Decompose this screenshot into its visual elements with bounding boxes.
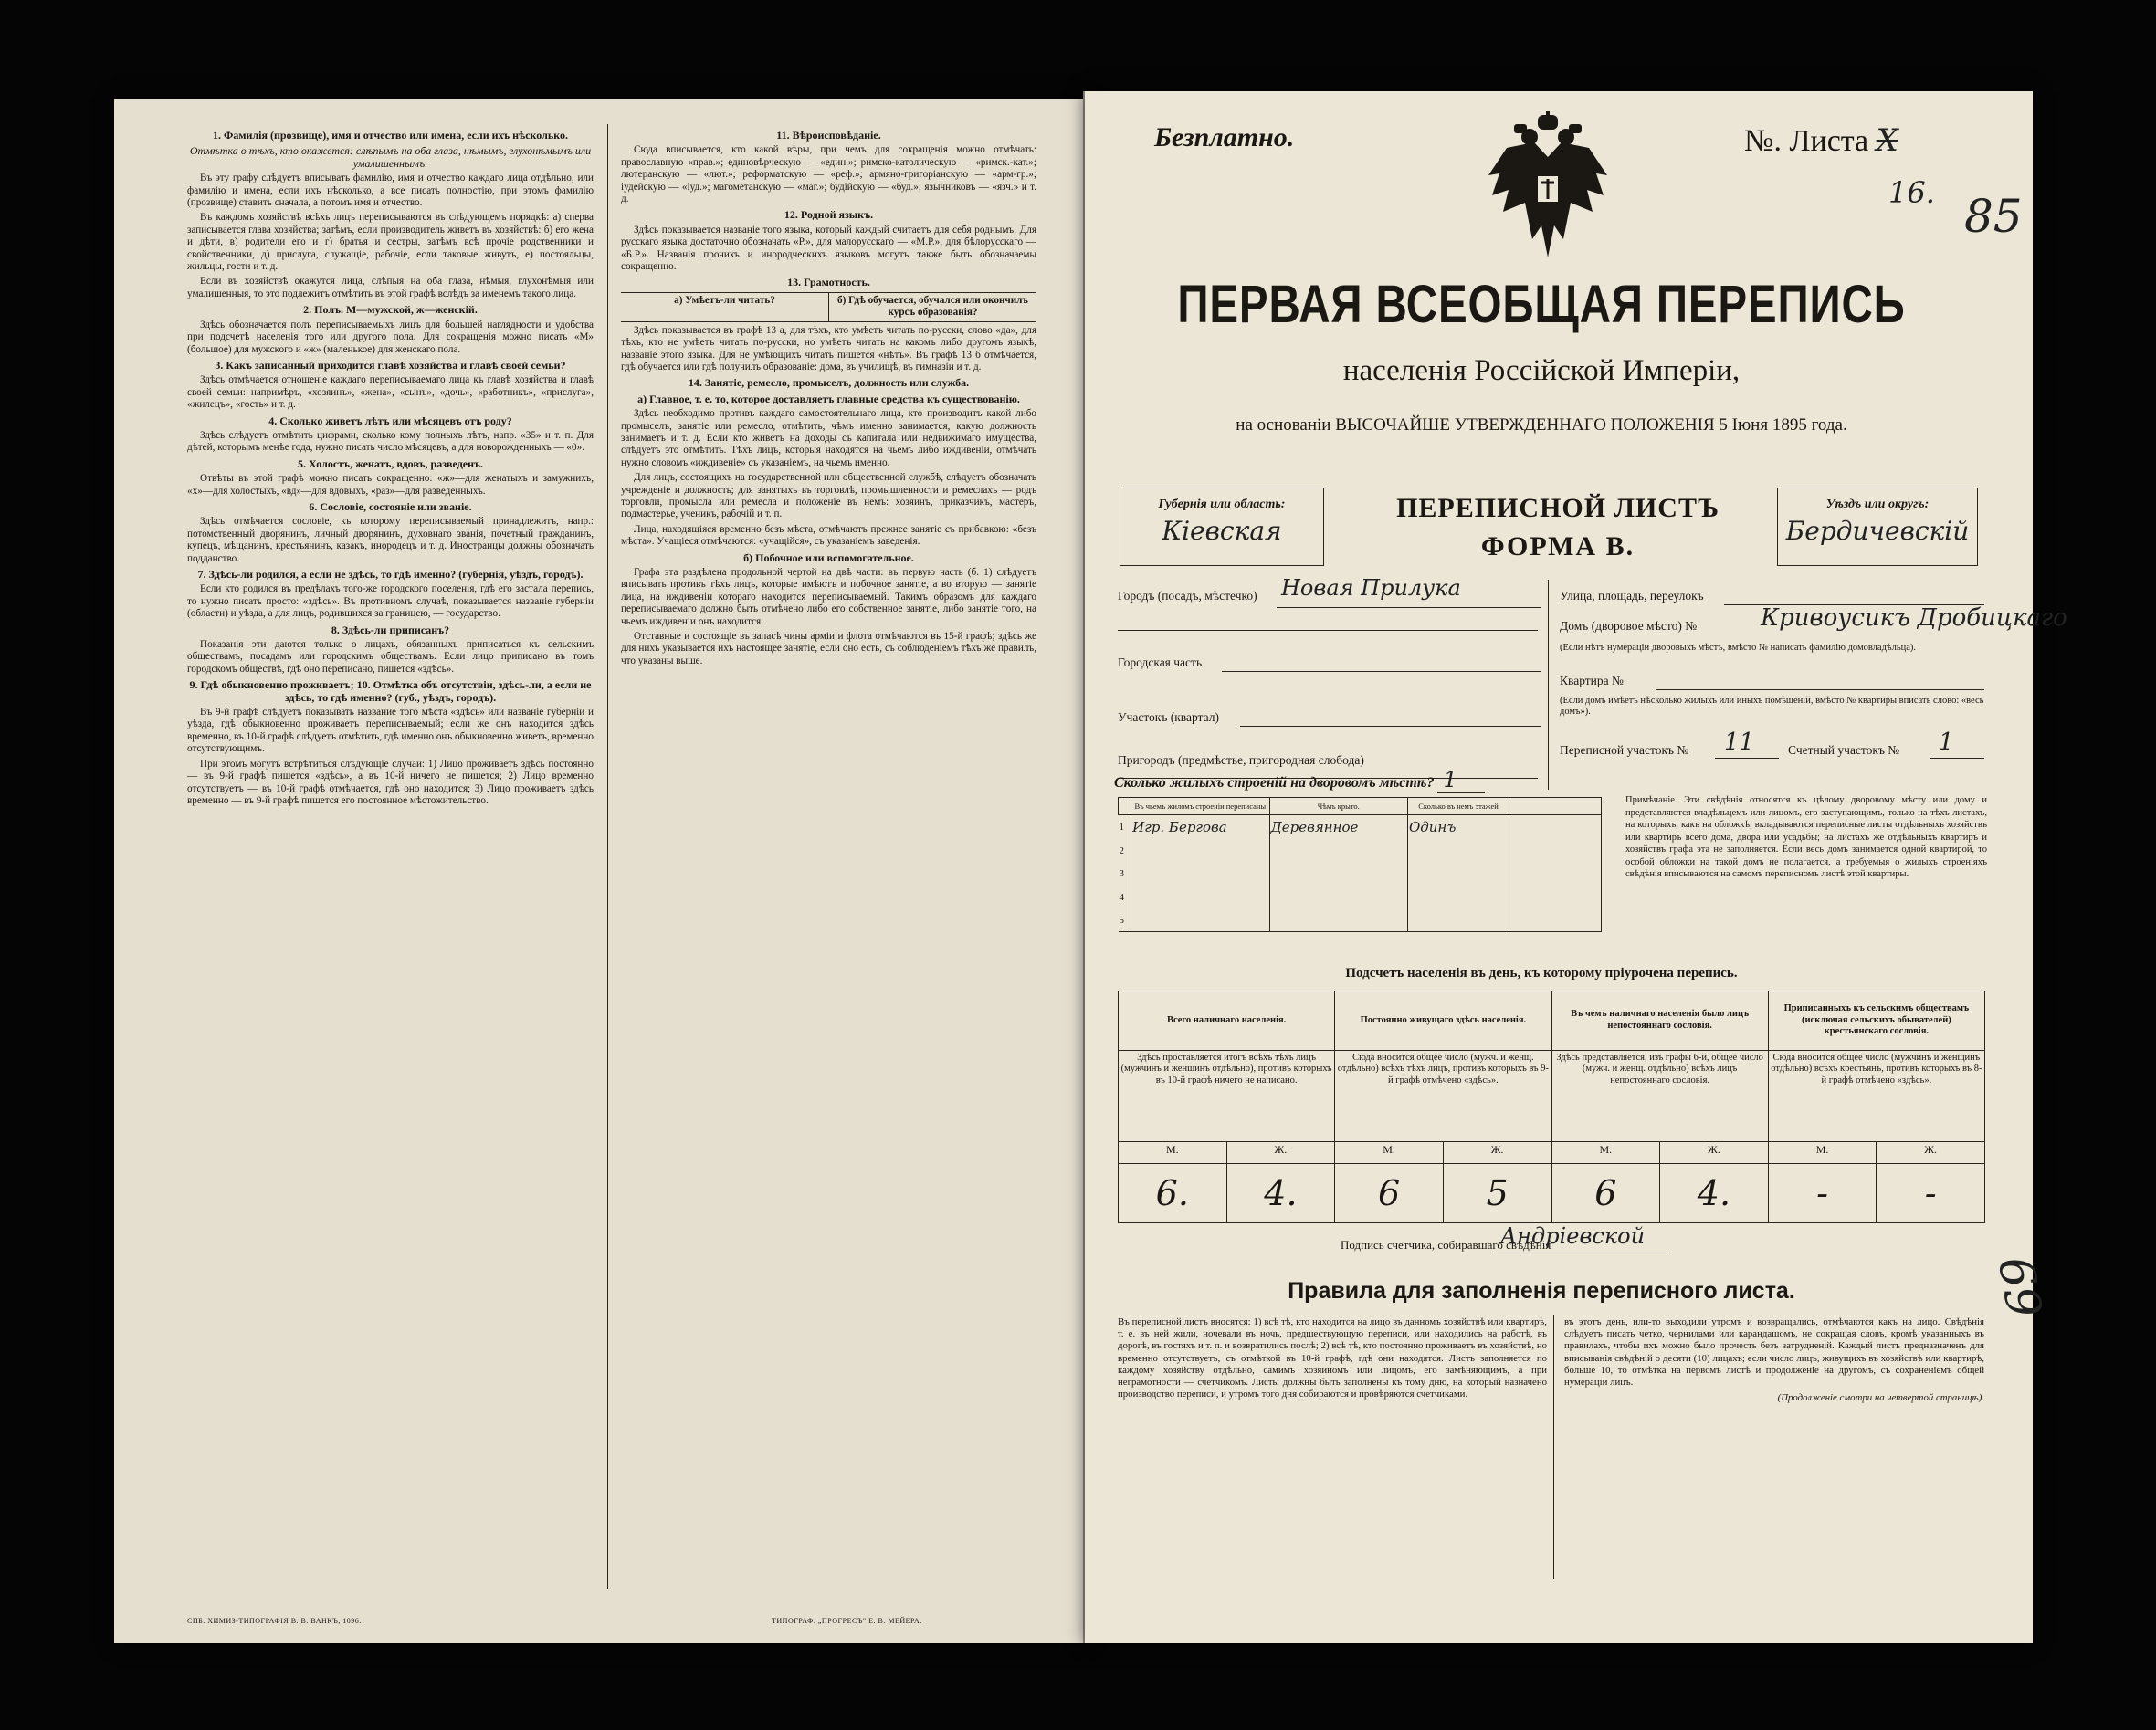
paragraph: Графа эта раздѣлена продольной чертой на двѣ части: въ первую часть (б. 1) слѣдуетъ вписывать противъ тѣхъ лицъ, которые имѣютъ и побочное занятіе, а во вторую — занятіе лица, на иждивеніи котораго находится переписываемый. Такимъ образомъ для каждаго переписываемаго должно быть отмѣчено либо его собственное занятіе, либо занятіе того, на чьемъ иждивеніи онъ находится. bbox=[621, 567, 1036, 627]
bt-floors: Одинъ bbox=[1407, 814, 1509, 839]
city-part-label: Городская часть bbox=[1118, 655, 1203, 669]
rules-column-2 bbox=[1564, 1316, 1984, 1404]
paragraph: Здѣсь обозначается полъ переписываемыхъ лицъ для большей наглядности и удобства при подсчетѣ населенія того или другого пола. Для сокращенія можно писать «М» (большое) для мужского и «ж» (маленькое) для женскаго пола. bbox=[187, 319, 594, 355]
table-row bbox=[1119, 814, 1602, 839]
female-label: Ж. bbox=[1226, 1141, 1335, 1164]
buildings-answer: 1 bbox=[1437, 767, 1484, 793]
section-heading: 2. Полъ. М—мужской, ж—женскій. bbox=[303, 303, 478, 317]
margin-number: 85 bbox=[1964, 190, 2023, 243]
census-area-line bbox=[1715, 758, 1779, 759]
rules-text: въ этотъ день, или-то выходили утромъ и возвращались, отмѣчаются какъ на лицо. Свѣдѣнія слѣдуетъ писать четко, чернилами или карандашомъ, не сокращая словъ, кромѣ указанныхъ въ правилахъ, чтобы ихъ можно было прочесть безъ затрудненій. Каждый листъ предназначенъ для вписыванія свѣдѣній о десяти (10) лицахъ; если число лицъ, живущихъ въ хозяйствѣ или квартирѣ, больше 10, то отмѣтка на первомъ листѣ и продолженіе на другомъ, съ сохраненіемъ общей нумераціи лицъ. bbox=[1564, 1316, 1984, 1389]
apartment-line bbox=[1656, 689, 1984, 690]
row-number: 4 bbox=[1119, 886, 1131, 908]
paragraph: Здѣсь показывается въ графѣ 13 а, для тѣхъ, кто умѣетъ читать по-русски, слово «да», для тѣхъ, кто не умѣетъ читать по-русски, но умѣетъ читать на какомъ либо другомъ языкѣ, названіе этого языка. Для не умѣющихъ читать пишется «нѣтъ». Въ графѣ 13 б отмѣчается, гдѣ обучается или гдѣ получилъ образованіе: дома, въ училищѣ, въ гимназіи и т. д. bbox=[621, 324, 1036, 372]
counter-area-line bbox=[1930, 758, 1984, 759]
literacy-a: а) Умѣетъ-ли читать? bbox=[621, 293, 829, 321]
section-heading: 1. Фамилія (прозвище), имя и отчество или имена, если ихъ нѣсколько. bbox=[213, 129, 568, 142]
city-part-line bbox=[1222, 671, 1541, 672]
census-area-value: 11 bbox=[1724, 729, 1755, 756]
table-row bbox=[1119, 908, 1602, 931]
instructions-column-2 bbox=[621, 126, 1036, 1593]
city-line bbox=[1277, 607, 1541, 608]
street-label: Улица, площадь, переулокъ bbox=[1560, 589, 1704, 603]
section-heading: 8. Здѣсь-ли приписанъ? bbox=[331, 623, 450, 636]
section-label: Участокъ (квартал) bbox=[1118, 710, 1219, 724]
house-note: (Если нѣтъ нумераціи дворовыхъ мѣстъ, вмѣсто № написать фамилію домовладѣльца). bbox=[1560, 643, 1917, 653]
count-value: 6. bbox=[1119, 1164, 1227, 1223]
signature-value: Андріевской bbox=[1500, 1223, 1646, 1249]
count-description: Сюда вносится общее число (мужчинъ и женщинъ отдѣльно) всѣхъ крестьянъ, противъ которыхъ въ 8-й графѣ отмѣчено «здѣсь». bbox=[1768, 1050, 1984, 1141]
section-subheading: б) Побочное или вспомогательное. bbox=[743, 550, 914, 564]
count-header: Всего наличнаго населенія. bbox=[1119, 991, 1335, 1051]
paragraph: Здѣсь показывается названіе того языка, который каждый считаетъ для себя роднымъ. Для русскаго языка достаточно обозначать «Р.», для малорусскаго — «М.Р.», для бѣлорусскаго — «Б.Р.». Названія прочихъ и инородческихъ языковъ могутъ также быть обозначаемы сокращенно. bbox=[621, 224, 1036, 273]
male-label: М. bbox=[1335, 1141, 1444, 1164]
column-divider bbox=[607, 124, 608, 1589]
section-subheading: а) Главное, т. е. то, которое доставляетъ главные средства къ существованію. bbox=[637, 392, 1020, 405]
house-value: Кривоусикъ Дробицкаго bbox=[1761, 604, 2067, 632]
counter-area-value: 1 bbox=[1939, 729, 1954, 756]
apartment-note: (Если домъ имѣетъ нѣсколько жилыхъ или иныхъ помѣщеній, вмѣсто № квартиры вписать слово: «весь домъ»). bbox=[1560, 696, 1984, 717]
buildings-question-text: Сколько жилыхъ строеній на дворовомъ мѣстѣ? bbox=[1114, 775, 1435, 791]
row-number: 1 bbox=[1119, 814, 1131, 839]
imperial-eagle-emblem bbox=[1479, 111, 1616, 271]
table-row bbox=[1119, 840, 1602, 863]
sheet-label-text: №. Листа bbox=[1744, 124, 1869, 158]
paragraph: Здѣсь отмѣчается отношеніе каждаго переписываемаго лица къ главѣ хозяйства и главѣ своей семьи: напримѣръ, «хозяинъ», «жена», «сынъ», «дочь», «работникъ», «прислуга», «жилецъ», «гость» и т. д. bbox=[187, 374, 594, 411]
house-label: Домъ (дворовое мѣсто) № bbox=[1560, 619, 1698, 633]
sheet-number-label bbox=[1744, 122, 1898, 159]
margin-number: 69 bbox=[1986, 1253, 2052, 1322]
paragraph: Въ эту графу слѣдуетъ вписывать фамилію, имя и отчество каждаго лица отдѣльно, или фамилію и имена, если ихъ нѣсколько, а все писать полностію, при этомъ фамилію (прозвище) ставить сначала, а потомъ имя и отчество. bbox=[187, 173, 594, 209]
section-line bbox=[1240, 726, 1541, 727]
province-label: Губернія или область: bbox=[1158, 498, 1286, 511]
paragraph: Сюда вписывается, кто какой вѣры, при чемъ для сокращенія можно отмѣчать: православную «прав.»; единовѣрческую — «един.»; римско-католическую — «римск.-кат.»; лютеранскую — «лют.»; реформатскую — «реф.»; армяно-григоріанскую — «арм-гр.»; іудейскую — «іуд.»; магометанскую — «маг.»; будійскую — «буд.»; язычниковъ — «язч.» и т. д. bbox=[621, 144, 1036, 205]
sheet-number-value: 16. bbox=[1888, 175, 1935, 210]
population-count-title: Подсчетъ населенія въ день, къ которому пріурочена перепись. bbox=[1345, 966, 1738, 980]
bt-roof: Деревянное bbox=[1269, 814, 1407, 839]
section-heading: 3. Какъ записанный приходится главѣ хозяйства и главѣ своей семьи? bbox=[215, 358, 566, 372]
literacy-b: б) Гдѣ обучается, обучался или окончилъ курсъ образованія? bbox=[837, 294, 1028, 319]
male-label: М. bbox=[1119, 1141, 1227, 1164]
paragraph: Здѣсь отмѣчается сословіе, къ которому переписываемый принадлежитъ, напр.: потомственный дворянинъ, личный дворянинъ, духовнаго званія, почетный гражданинъ, купецъ, мѣщанинъ, крестьянинъ, казакъ, инородецъ и т. д. Иностранцы должны обозначать подданство. bbox=[187, 516, 594, 564]
bt-owner: Игр. Бергова bbox=[1131, 814, 1269, 839]
literacy-split-header bbox=[621, 292, 1036, 322]
section-heading: 4. Сколько живетъ лѣтъ или мѣсяцевъ отъ роду? bbox=[268, 414, 512, 427]
population-count-table bbox=[1118, 991, 1985, 1223]
document-subtitle: населенія Россійской Имперіи, bbox=[1342, 354, 1741, 387]
section-subheading: Отмѣтка о тѣхъ, кто окажется: слѣпымъ на оба глаза, нѣмымъ, глухонѣмымъ или умалишеннымъ. bbox=[189, 144, 592, 170]
province-box bbox=[1120, 488, 1324, 566]
buildings-note: Примѣчаніе. Эти свѣдѣнія относятся къ цѣлому дворовому мѣсту или дому и представляются владѣльцемъ или лицомъ, его заступающимъ, только на тѣхъ листахъ, на которыхъ, какъ на обложкѣ, вкладываются переписные листы отдѣльныхъ хозяйствъ или квартиръ всего дома, двора или усадьбы; на листахъ же отдѣльныхъ квартиръ и хозяйствъ графа эта не заполняется. Если весь домъ занимается одной квартирой, то особой обложки на такой домъ не полагается, а требуемыя о жилыхъ строеніяхъ свѣдѣнія вписываются на самомъ переписномъ листѣ этой квартиры. bbox=[1625, 795, 1987, 879]
free-label: Безплатно. bbox=[1154, 122, 1295, 152]
district-box bbox=[1777, 488, 1978, 566]
section-heading: 6. Сословіе, состояніе или званіе. bbox=[309, 499, 472, 513]
printer-footer: ТИПОГРАФ. „ПРОГРЕСЪ" Е. В. МЕЙЕРА. bbox=[772, 1617, 922, 1625]
row-number: 3 bbox=[1119, 863, 1131, 886]
female-label: Ж. bbox=[1877, 1141, 1985, 1164]
buildings-table bbox=[1118, 797, 1602, 932]
section-heading: 13. Грамотность. bbox=[787, 276, 870, 289]
city-value: Новая Прилука bbox=[1281, 575, 1461, 601]
count-value: 6 bbox=[1335, 1164, 1444, 1223]
table-row bbox=[1119, 863, 1602, 886]
paragraph: При этомъ могутъ встрѣтиться слѣдующіе случаи: 1) Лицо проживаетъ здѣсь постоянно — въ 9-й графѣ пишется «здѣсь», а въ 10-й ничего не пишется; 2) Лицо временно отсутствуетъ — въ 10-й графѣ отмѣчается, гдѣ оно находится; 3) Лицо проживаетъ здѣсь временно — въ 9-й графѣ пишется его постоянное мѣстожительство. bbox=[187, 758, 594, 806]
count-value: - bbox=[1768, 1164, 1877, 1223]
printer-footer: СПБ. ХИМИЗ-ТИПОГРАФІЯ В. В. ВАНКЪ, 1096. bbox=[187, 1617, 362, 1625]
document-title: ПЕРВАЯ ВСЕОБЩАЯ ПЕРЕПИСЬ bbox=[1177, 275, 1906, 334]
census-area-label: Переписной участокъ № bbox=[1560, 743, 1689, 757]
district-label: Уѣздъ или округъ: bbox=[1825, 498, 1930, 511]
section-heading: 14. Занятіе, ремесло, промыселъ, должность или служба. bbox=[688, 376, 970, 390]
rules-title: Правила для заполненія переписного листа. bbox=[1288, 1278, 1795, 1304]
paragraph: Если кто родился въ предѣлахъ того-же городского поселенія, гдѣ его застала перепись, то нужно писать просто: «здѣсь». Въ противномъ случаѣ, показывается названіе губерніи (области) и уѣзда, а для лицъ, родившихся за границею, — государство. bbox=[187, 583, 594, 620]
district-value: Бердичевскій bbox=[1785, 516, 1970, 546]
rules-divider bbox=[1553, 1315, 1554, 1579]
paragraph: Въ 9-й графѣ слѣдуетъ показывать название того мѣста «здѣсь» или названіе губерніи и уѣзда, гдѣ обыкновенно проживаетъ переписываемый; если же онъ находится здѣсь временно, въ 10-й графѣ слѣдуетъ отмѣтить, гдѣ именно онъ обыкновенно живетъ, временно отсутствующимъ. bbox=[187, 707, 594, 755]
signature-label: Подпись счетчика, собиравшаго свѣдѣнія bbox=[1341, 1238, 1551, 1252]
section-heading: 12. Родной языкъ. bbox=[784, 208, 874, 222]
province-value: Кіевская bbox=[1162, 516, 1282, 546]
buildings-question bbox=[1114, 767, 1485, 792]
count-header: Приписанныхъ къ сельскимъ обществамъ (исключая сельскихъ обывателей) крестьянскаго сословія. bbox=[1768, 991, 1984, 1051]
paragraph: Здѣсь слѣдуетъ отмѣтить цифрами, сколько кому полныхъ лѣтъ, напр. «35» и т. п. Для дѣтей, которымъ менѣе года, нужно писать число мѣсяцевъ, а для новорожденныхъ — «0». bbox=[187, 429, 594, 454]
bt-header-owner: Въ чьемъ жиломъ строеніи переписаны bbox=[1131, 798, 1269, 815]
form-title: ПЕРЕПИСНОЙ ЛИСТЪ bbox=[1396, 493, 1720, 523]
male-label: М. bbox=[1551, 1141, 1660, 1164]
suburb-label: Пригородъ (предмѣстье, пригородная слобода) bbox=[1118, 753, 1364, 767]
section-heading: 7. Здѣсь-ли родился, а если не здѣсь, то гдѣ именно? (губернія, уѣздъ, городъ). bbox=[197, 568, 584, 581]
male-label: М. bbox=[1768, 1141, 1877, 1164]
paragraph: Отвѣты въ этой графѣ можно писать сокращенно: «ж»—для женатыхъ и замужнихъ, «х»—для холостыхъ, «вд»—для вдовыхъ, «раз»—для разведенныхъ. bbox=[187, 473, 594, 497]
left-page bbox=[114, 99, 1087, 1643]
legal-basis: на основаніи ВЫСОЧАЙШЕ УТВЕРЖДЕННАГО ПОЛОЖЕНІЯ 5 Іюня 1895 года. bbox=[1236, 415, 1847, 435]
count-description: Здѣсь проставляется итогъ всѣхъ тѣхъ лицъ (мужчинъ и женщинъ отдѣльно), противъ которыхъ въ 10-й графѣ ничего не написано. bbox=[1119, 1050, 1335, 1141]
instructions-column-1 bbox=[187, 126, 594, 1593]
right-page bbox=[1085, 91, 2067, 1643]
rules-continuation: (Продолженіе смотри на четвертой страницѣ). bbox=[1777, 1392, 1984, 1404]
rules-column-1: Въ переписной листъ вносятся: 1) всѣ тѣ, кто находится на лицо въ данномъ хозяйствѣ или квартирѣ, т. е. въ ней жили, ночевали въ ночь, предшествующую переписи, или находились на работѣ, въ дорогѣ, въ гостяхъ и т. п. и возвратились послѣ; 2) всѣ тѣ, кто постоянно проживаетъ въ хозяйствѣ, но временно отсутствуетъ, съ отмѣткой въ 10-й графѣ, гдѣ они находятся. Листъ заполняется по каждому хозяйству отдѣльно, самимъ хозяиномъ или лицомъ, его замѣняющимъ, а при неграмотности — счетчикомъ. Листы должны быть заполнены къ тому дню, на который назначено производство переписи, и утромъ того дня собираются и провѣряются счетчиками. bbox=[1118, 1316, 1547, 1400]
paragraph: Отставные и состоящіе въ запасѣ чины армiи и флота отмѣчаются въ 15-й графѣ; здѣсь же для нихъ указывается ихъ настоящее занятіе, если оно есть, съ соблюденіемъ тѣхъ же правилъ, что указаны выше. bbox=[621, 631, 1036, 666]
paragraph: Лица, находящіяся временно безъ мѣста, отмѣчаютъ прежнее занятіе съ прибавкою: «безъ мѣста». Учащіеся отмѣчаются: «учащійся», съ указаніемъ заведенія. bbox=[621, 523, 1036, 548]
counter-area-label: Счетный участокъ № bbox=[1788, 743, 1900, 757]
section-heading: 9. Гдѣ обыкновенно проживаетъ; 10. Отмѣтка объ отсутствіи, здѣсь-ли, а если не здѣсь, то гдѣ именно? (губ., уѣздъ, городъ). bbox=[189, 678, 592, 704]
row-number: 5 bbox=[1119, 908, 1131, 931]
section-heading: 11. Вѣроисповѣданіе. bbox=[776, 129, 881, 142]
form-subtitle: ФОРМА В. bbox=[1480, 531, 1635, 561]
section-heading: 5. Холостъ, женатъ, вдовъ, разведенъ. bbox=[297, 456, 484, 470]
count-header: Постоянно живущаго здѣсь населенія. bbox=[1335, 991, 1551, 1051]
count-value: 4. bbox=[1226, 1164, 1335, 1223]
female-label: Ж. bbox=[1660, 1141, 1769, 1164]
bt-header-floors: Сколько въ немъ этажей bbox=[1407, 798, 1509, 815]
form-header bbox=[1120, 488, 1978, 568]
paragraph: Здѣсь необходимо противъ каждаго самостоятельнаго лица, кто производитъ какой либо промыселъ, занятіе или ремесло, отмѣтить, чѣмъ именно занимается, какую должность занимаетъ и т. д. Если кто живетъ на доходы съ капитала или недвижимаго имущества, слѣдуетъ это отмѣтить. Тѣхъ лицъ, которыя находятся на чьемъ либо иждивеніи, отмѣчать нужно словомъ «иждивеніе» съ указаніемъ, на чьемъ именно. bbox=[621, 408, 1036, 468]
city-line bbox=[1118, 630, 1538, 631]
table-row bbox=[1119, 886, 1602, 908]
count-header: Въ чемъ наличнаго населенія было лицъ непостояннаго сословія. bbox=[1551, 991, 1768, 1051]
row-number: 2 bbox=[1119, 840, 1131, 863]
female-label: Ж. bbox=[1443, 1141, 1551, 1164]
paragraph: Въ каждомъ хозяйствѣ всѣхъ лицъ переписываются въ слѣдующемъ порядкѣ: а) сперва записывается глава хозяйства; затѣмъ, если производитель живетъ въ хозяйствѣ: б) его жена и дѣти, в) родители его и г) братья и сестры, затѣмъ всѣ прочіе родственники и свойственники, д) прислуга, служащіе, рабочіе, если таковые живутъ, е) постояльцы, жильцы, гости и т. д. bbox=[187, 212, 594, 273]
city-label: Городъ (посадъ, мѣстечко) bbox=[1118, 589, 1257, 603]
count-value: 5 bbox=[1443, 1164, 1551, 1223]
count-value: 4. bbox=[1660, 1164, 1769, 1223]
paragraph: Для лицъ, состоящихъ на государственной или общественной службѣ, слѣдуетъ обозначать учрежденіе и должность; для занятыхъ въ торговлѣ, промышленности и ремеслахъ — родъ торговли, промысла или ремесла и положеніе въ немъ: хозяинъ, приказчикъ, мастеръ, подмастерье, ученикъ, рабочій и т. п. bbox=[621, 472, 1036, 520]
count-description: Сюда вносится общее число (мужч. и женщ. отдѣльно) всѣхъ тѣхъ лицъ, противъ которыхъ въ 9-й графѣ отмѣчено «здѣсь». bbox=[1335, 1050, 1551, 1141]
count-description: Здѣсь представляется, изъ графы 6-й, общее число (мужч. и женщ. отдѣльно) всѣхъ лицъ непостояннаго сословія. bbox=[1551, 1050, 1768, 1141]
address-divider bbox=[1548, 580, 1549, 790]
count-value: 6 bbox=[1551, 1164, 1660, 1223]
apartment-label: Квартира № bbox=[1560, 674, 1624, 687]
paragraph: Если въ хозяйствѣ окажутся лица, слѣпыя на оба глаза, нѣмыя, глухонѣмыя или умалишенныя, то это подлежитъ отмѣтить въ этой графѣ вслѣдъ за именемъ такого лица. bbox=[187, 276, 594, 299]
paragraph: Показанія эти даются только о лицахъ, обязанныхъ приписаться къ сельскимъ обществамъ, посадамъ или городскимъ обществамъ. Если лицо приписано въ томъ городскомъ обществѣ, гдѣ оно переписано, пишется «здѣсь». bbox=[187, 639, 594, 675]
bt-header-roof: Чѣмъ крыто. bbox=[1269, 798, 1407, 815]
count-value: - bbox=[1877, 1164, 1985, 1223]
sheet-crossed-value: X bbox=[1876, 122, 1898, 159]
